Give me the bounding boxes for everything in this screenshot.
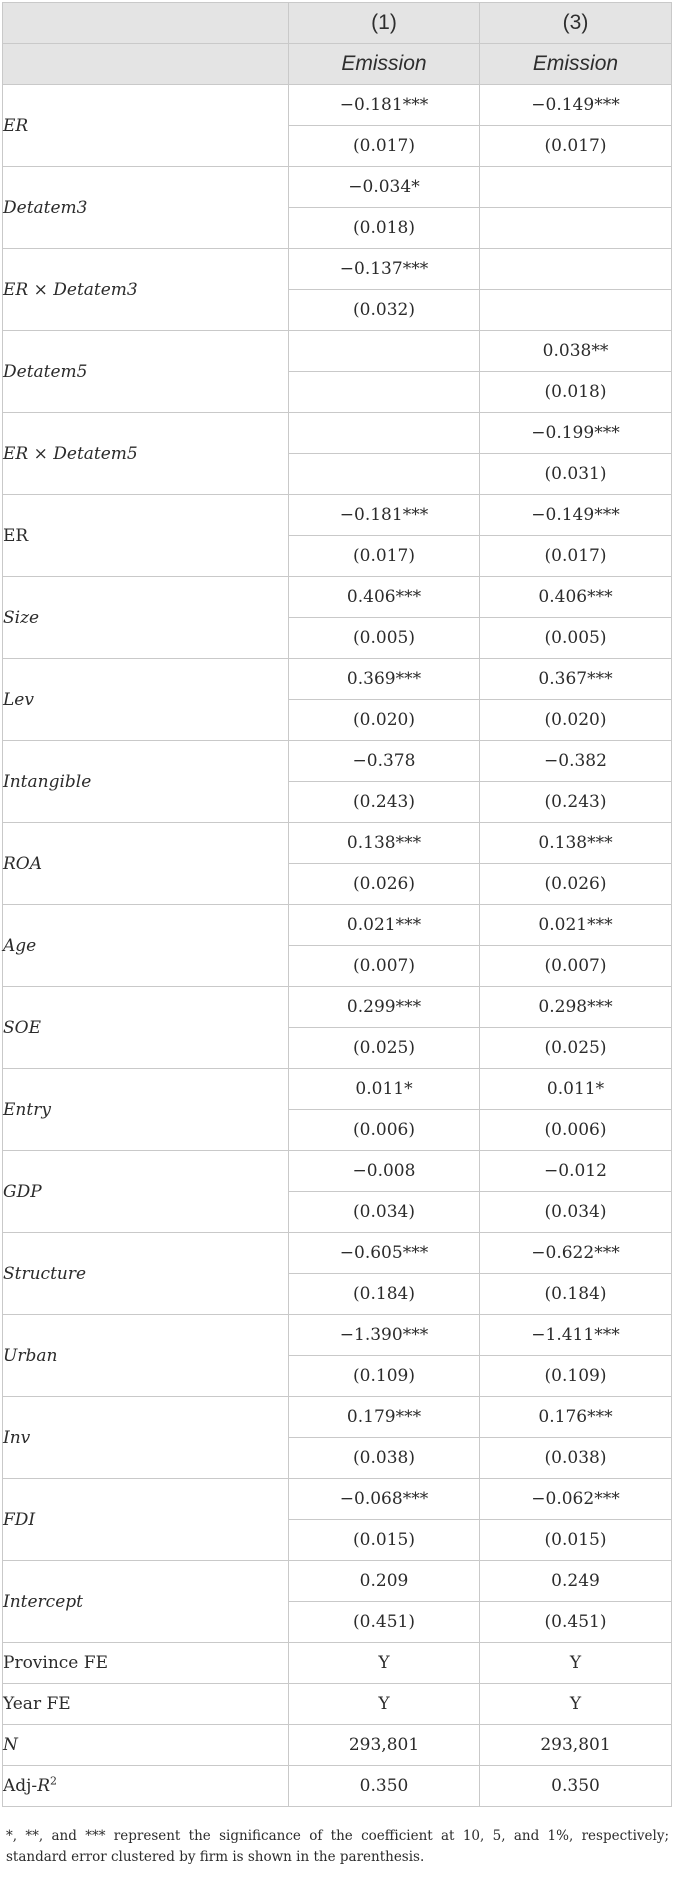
coefficient-model-3: −1.411***	[480, 1315, 672, 1356]
table-row-coefficient	[3, 1233, 672, 1274]
variable-name: Province FE	[3, 1643, 289, 1684]
coefficient-model-3	[480, 249, 672, 290]
table-row-summary	[3, 1684, 672, 1725]
table-row-coefficient	[3, 741, 672, 782]
coefficient-model-1	[289, 413, 480, 454]
standard-error-model-3: (0.038)	[480, 1438, 672, 1479]
coefficient-model-3: −0.012	[480, 1151, 672, 1192]
table-row-coefficient	[3, 1561, 672, 1602]
standard-error-model-3: (0.451)	[480, 1602, 672, 1643]
table-row-coefficient	[3, 987, 672, 1028]
coefficient-model-1: −0.181***	[289, 495, 480, 536]
coefficient-model-3: 0.367***	[480, 659, 672, 700]
standard-error-model-3: (0.020)	[480, 700, 672, 741]
variable-name: ROA	[3, 823, 289, 905]
coefficient-model-3: −0.199***	[480, 413, 672, 454]
variable-name: ER × Detatem5	[3, 413, 289, 495]
coefficient-model-1: −0.378	[289, 741, 480, 782]
standard-error-model-1: (0.026)	[289, 864, 480, 905]
summary-value-model-3: 0.350	[480, 1766, 672, 1807]
coefficient-model-3: 0.038**	[480, 331, 672, 372]
standard-error-model-1	[289, 372, 480, 413]
header-model-3: (3)	[480, 3, 672, 44]
variable-name: Size	[3, 577, 289, 659]
standard-error-model-1: (0.007)	[289, 946, 480, 987]
coefficient-model-1: −0.137***	[289, 249, 480, 290]
table-row-coefficient	[3, 1397, 672, 1438]
header-dep-var-1: Emission	[289, 44, 480, 85]
standard-error-model-1: (0.451)	[289, 1602, 480, 1643]
variable-name: Structure	[3, 1233, 289, 1315]
coefficient-model-3: −0.149***	[480, 495, 672, 536]
header-row-dependent-variable	[3, 44, 672, 85]
coefficient-model-1	[289, 331, 480, 372]
standard-error-model-3: (0.005)	[480, 618, 672, 659]
variable-name: Lev	[3, 659, 289, 741]
table-row-coefficient	[3, 905, 672, 946]
variable-name: Inv	[3, 1397, 289, 1479]
table-row-coefficient	[3, 495, 672, 536]
standard-error-model-3: (0.031)	[480, 454, 672, 495]
variable-name: ER	[3, 495, 289, 577]
coefficient-model-3: −0.062***	[480, 1479, 672, 1520]
coefficient-model-1: −0.605***	[289, 1233, 480, 1274]
standard-error-model-1: (0.017)	[289, 536, 480, 577]
coefficient-model-3: −0.149***	[480, 85, 672, 126]
standard-error-model-1: (0.020)	[289, 700, 480, 741]
coefficient-model-1: −0.068***	[289, 1479, 480, 1520]
variable-name: GDP	[3, 1151, 289, 1233]
coefficient-model-3: 0.138***	[480, 823, 672, 864]
table-row-coefficient	[3, 1151, 672, 1192]
variable-name: ER	[3, 85, 289, 167]
table-row-coefficient	[3, 823, 672, 864]
table-footnote: *, **, and *** represent the significance of the coefficient at 10, 5, and 1%, respectively; standard error clustered by firm is shown in the parenthesis.	[6, 1828, 669, 1865]
regression-table	[2, 2, 672, 1807]
coefficient-model-3	[480, 167, 672, 208]
coefficient-model-3: −0.382	[480, 741, 672, 782]
standard-error-model-1: (0.018)	[289, 208, 480, 249]
header-dep-var-3: Emission	[480, 44, 672, 85]
coefficient-model-3: −0.622***	[480, 1233, 672, 1274]
coefficient-model-1: 0.406***	[289, 577, 480, 618]
variable-name: Intercept	[3, 1561, 289, 1643]
variable-name	[3, 1766, 289, 1807]
coefficient-model-1: 0.138***	[289, 823, 480, 864]
header-row-model-numbers	[3, 3, 672, 44]
standard-error-model-1: (0.006)	[289, 1110, 480, 1151]
standard-error-model-3: (0.243)	[480, 782, 672, 823]
r-letter: R	[37, 1776, 50, 1796]
table-row-coefficient	[3, 249, 672, 290]
standard-error-model-3: (0.015)	[480, 1520, 672, 1561]
coefficient-model-1: −0.008	[289, 1151, 480, 1192]
coefficient-model-1: −0.034*	[289, 167, 480, 208]
standard-error-model-1: (0.032)	[289, 290, 480, 331]
standard-error-model-3: (0.034)	[480, 1192, 672, 1233]
coefficient-model-1: 0.021***	[289, 905, 480, 946]
standard-error-model-1: (0.034)	[289, 1192, 480, 1233]
r-squared-exponent: 2	[50, 1774, 57, 1788]
standard-error-model-3	[480, 290, 672, 331]
variable-name: Entry	[3, 1069, 289, 1151]
coefficient-model-1: −1.390***	[289, 1315, 480, 1356]
variable-name: Intangible	[3, 741, 289, 823]
coefficient-model-1: 0.369***	[289, 659, 480, 700]
table-row-coefficient	[3, 167, 672, 208]
standard-error-model-3: (0.017)	[480, 536, 672, 577]
standard-error-model-3: (0.018)	[480, 372, 672, 413]
standard-error-model-1: (0.184)	[289, 1274, 480, 1315]
coefficient-model-3: 0.249	[480, 1561, 672, 1602]
adj-prefix: Adj-	[3, 1776, 38, 1796]
standard-error-model-3: (0.025)	[480, 1028, 672, 1069]
variable-name: Year FE	[3, 1684, 289, 1725]
standard-error-model-3: (0.026)	[480, 864, 672, 905]
coefficient-model-1: 0.011*	[289, 1069, 480, 1110]
table-row-coefficient	[3, 413, 672, 454]
standard-error-model-3: (0.184)	[480, 1274, 672, 1315]
header-blank-cell	[3, 3, 289, 44]
summary-value-model-1: Y	[289, 1643, 480, 1684]
header-model-1: (1)	[289, 3, 480, 44]
variable-name: Age	[3, 905, 289, 987]
standard-error-model-1: (0.109)	[289, 1356, 480, 1397]
coefficient-model-3: 0.021***	[480, 905, 672, 946]
standard-error-model-1: (0.025)	[289, 1028, 480, 1069]
coefficient-model-1: −0.181***	[289, 85, 480, 126]
standard-error-model-3: (0.109)	[480, 1356, 672, 1397]
variable-name: ER × Detatem3	[3, 249, 289, 331]
standard-error-model-1: (0.038)	[289, 1438, 480, 1479]
summary-value-model-1: 0.350	[289, 1766, 480, 1807]
header-blank-cell	[3, 44, 289, 85]
table-row-coefficient	[3, 1315, 672, 1356]
coefficient-model-3: 0.298***	[480, 987, 672, 1028]
coefficient-model-3: 0.011*	[480, 1069, 672, 1110]
coefficient-model-1: 0.209	[289, 1561, 480, 1602]
table-row-coefficient	[3, 1069, 672, 1110]
standard-error-model-1: (0.005)	[289, 618, 480, 659]
standard-error-model-3: (0.007)	[480, 946, 672, 987]
summary-value-model-3: Y	[480, 1684, 672, 1725]
summary-value-model-1: 293,801	[289, 1725, 480, 1766]
summary-value-model-3: Y	[480, 1643, 672, 1684]
standard-error-model-1: (0.243)	[289, 782, 480, 823]
table-row-coefficient	[3, 659, 672, 700]
coefficient-model-3: 0.176***	[480, 1397, 672, 1438]
coefficient-model-3: 0.406***	[480, 577, 672, 618]
variable-name: SOE	[3, 987, 289, 1069]
table-row-coefficient	[3, 331, 672, 372]
standard-error-model-1: (0.017)	[289, 126, 480, 167]
variable-name: FDI	[3, 1479, 289, 1561]
variable-name: N	[3, 1725, 289, 1766]
table-row-coefficient	[3, 1479, 672, 1520]
summary-value-model-1: Y	[289, 1684, 480, 1725]
standard-error-model-1: (0.015)	[289, 1520, 480, 1561]
table-body	[3, 85, 672, 1807]
table-row-summary	[3, 1766, 672, 1807]
variable-name: Detatem3	[3, 167, 289, 249]
standard-error-model-3: (0.006)	[480, 1110, 672, 1151]
summary-value-model-3: 293,801	[480, 1725, 672, 1766]
table-row-coefficient	[3, 577, 672, 618]
coefficient-model-1: 0.299***	[289, 987, 480, 1028]
table-row-summary	[3, 1643, 672, 1684]
table-row-coefficient	[3, 85, 672, 126]
variable-name: Detatem5	[3, 331, 289, 413]
table-row-summary	[3, 1725, 672, 1766]
variable-name: Urban	[3, 1315, 289, 1397]
standard-error-model-1	[289, 454, 480, 495]
standard-error-model-3: (0.017)	[480, 126, 672, 167]
standard-error-model-3	[480, 208, 672, 249]
coefficient-model-1: 0.179***	[289, 1397, 480, 1438]
